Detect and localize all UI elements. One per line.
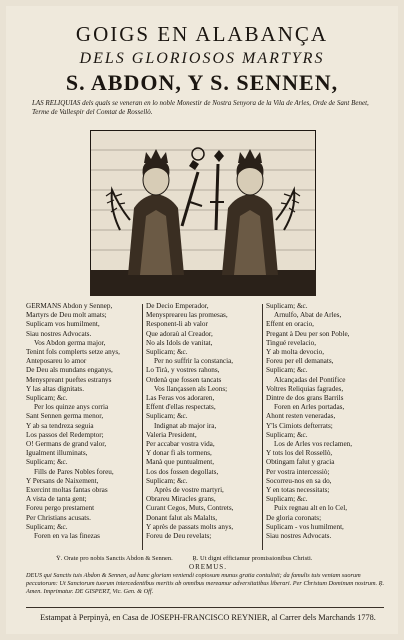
verse-line: Tenint fols complerts setze anys, bbox=[26, 348, 120, 357]
verse-column-1 bbox=[26, 302, 144, 552]
verse-line: Suplicam; &c. bbox=[26, 458, 68, 467]
verse-line: Y en totas necessitats; bbox=[266, 486, 330, 495]
verse-line: Suplicam; &c. bbox=[266, 302, 308, 310]
verse-line: Martyrs de Deu molt amats; bbox=[26, 311, 107, 320]
verse-line: Donant falut als Malalts, bbox=[146, 513, 218, 522]
verse-line: Indignat ab major ira, bbox=[154, 421, 217, 430]
verse-line: Foren en Arles portadas, bbox=[274, 403, 345, 412]
verse-line: Puix regnau alt en lo Cel, bbox=[274, 504, 348, 513]
verse-line: Y'ls Cimiots defterrats; bbox=[266, 421, 333, 430]
oremus-heading: OREMUS. bbox=[189, 563, 227, 571]
verse-line: Per no suffrir la constancia, bbox=[154, 357, 234, 366]
verse-line: Suplicam; &c. bbox=[266, 366, 308, 375]
title-line-3: S. ABDON, Y S. SENNEN, bbox=[65, 70, 339, 95]
woodcut-martyrs-illustration bbox=[90, 130, 316, 296]
verse-column-2 bbox=[146, 302, 264, 552]
verse-line: Responent-li ab valor bbox=[146, 320, 208, 329]
verse-line: Fills de Pares Nobles foreu, bbox=[34, 467, 114, 476]
verse-line: Lo Tirà, y vostres rahons, bbox=[146, 366, 220, 375]
verse-line: Suplicam; &c. bbox=[266, 495, 308, 504]
verse-line: Per los quinze anys corria bbox=[34, 403, 109, 412]
verse-line: Exercint moltas fantas obras bbox=[26, 486, 108, 495]
verse-line: Manà que puntualment, bbox=[146, 458, 215, 467]
verse-line: Obtingam falut y gracia bbox=[266, 458, 335, 467]
verse-line: Pregant à Deu per son Poble, bbox=[266, 329, 350, 338]
verse-line: Voltres Reliquias fagrades, bbox=[266, 384, 344, 393]
divider-rule bbox=[26, 607, 384, 608]
broadside-sheet bbox=[6, 6, 398, 634]
verse-line: Siau nostres Advocats. bbox=[26, 329, 92, 338]
verse-line: Curant Cegos, Muts, Contrets, bbox=[146, 504, 234, 513]
verse-line: Suplicam; &c. bbox=[26, 522, 68, 531]
verse-column-3 bbox=[266, 302, 386, 552]
verse-line: Y donar fi als tormens, bbox=[146, 449, 212, 458]
verse-line: Tingué revelacio, bbox=[266, 338, 317, 347]
verse-line: Suplicam vos humilment, bbox=[26, 320, 100, 329]
versicle-text: Ÿ. Orate pro nobis Sanctis Abdon & Sennen. bbox=[56, 555, 173, 562]
verse-line: Que adoraù al Creador, bbox=[146, 329, 213, 338]
verse-line: GERMANS Abdon y Sennep, bbox=[26, 302, 113, 310]
verse-line: Menyspreant pueftes estranys bbox=[26, 375, 112, 384]
verse-line: Y Persans de Naixement, bbox=[26, 476, 99, 485]
verse-line: Per Christians acusats. bbox=[26, 513, 91, 522]
verse-line: Après de vostre martyri, bbox=[154, 486, 224, 495]
verse-line: Per vostra intercessiò; bbox=[266, 467, 330, 476]
verse-line: Los de Arles vos reclamen, bbox=[274, 440, 353, 449]
verse-line: Suplicam; &c. bbox=[146, 476, 188, 485]
verse-line: Foreu de Deu revelats; bbox=[146, 532, 212, 541]
verse-line: Sant Sennen germa menor, bbox=[26, 412, 104, 421]
verse-line: Y ab sa tendreza seguia bbox=[26, 421, 94, 430]
verse-line: De Deu als mundans enganys, bbox=[26, 366, 113, 375]
verse-line: Igualment illuminats, bbox=[26, 449, 88, 458]
verse-line: Y après de passats molts anys, bbox=[146, 522, 234, 531]
intro-text: LAS RELIQUIAS dels quals se veneran en lo noble Monestir de Nostra Senyora de la Vila de Arles, Orde de Sant Benet, Terme de Vallespir del Comtat de Rossellò. bbox=[32, 99, 369, 116]
title-line-1: GOIGS EN ALABANÇA bbox=[75, 22, 329, 46]
verse-line: Siau nostres Advocats. bbox=[266, 532, 332, 541]
verse-line: Los passos del Redemptor; bbox=[26, 430, 104, 439]
verse-line: De Decio Emperador, bbox=[146, 302, 209, 310]
verse-line: No als Idols de vanitat, bbox=[146, 338, 213, 347]
verse-line: Foreu pergo prestament bbox=[26, 504, 95, 513]
verse-line: Y las altas dignitats. bbox=[26, 384, 85, 393]
verse-line: De gloria coronats; bbox=[266, 513, 322, 522]
printer-imprint: Estampat à Perpinyà, en Casa de JOSEPH-FRANCISCO REYNIER, al Carrer dels Marchands 1778. bbox=[40, 613, 376, 622]
verses-columns bbox=[26, 302, 384, 552]
verse-line: Y ab molta devocio, bbox=[266, 348, 325, 357]
verse-line: Suplicam; &c. bbox=[266, 430, 308, 439]
verse-line: O! Germans de grand valor, bbox=[26, 440, 107, 449]
verse-line: Dintre de dos grans Barrils bbox=[266, 394, 344, 403]
verse-line: Effent en oracio, bbox=[266, 320, 314, 329]
title-line-2: DELS GLORIOSOS MARTYRS bbox=[79, 50, 325, 67]
verse-line: Los dos fossen degollats, bbox=[146, 467, 219, 476]
verse-line: Effent d'ellas respectats, bbox=[146, 403, 216, 412]
verse-line: Ordenà que fossen tancats bbox=[146, 375, 222, 384]
verse-line: Suplicam; &c. bbox=[146, 348, 188, 357]
verse-line: Suplicam - vos humilment, bbox=[266, 522, 344, 531]
prayer-text: DEUS qui Sanctis tuis Abdon & Sennen, ad hanc gloriam veniendi copiosum munus gratia contulisti; da famulis tuis veniam suorum peccatorum: Ut Sanctorum tuorum intercedentibus meritis ab omnibus mereamur adversitatibus liberari. Per Christum Dominum nostrum. Ŗ. Amen. Imprimatur. DE GISPERT, Vic. Gen. & Off. bbox=[26, 572, 385, 595]
verse-line: Foren en va las finezas bbox=[34, 532, 100, 541]
verse-line: Arnulfo, Abat de Arles, bbox=[274, 311, 342, 320]
verse-line: Vos llançassen als Leons; bbox=[154, 384, 228, 393]
verse-line: A vista de tanta gent; bbox=[26, 495, 87, 504]
verse-line: Per accabar vostra vida, bbox=[146, 440, 215, 449]
verse-line: Ahont resten veneradas, bbox=[266, 412, 336, 421]
verse-line: Las Feras vos adoraren, bbox=[146, 394, 215, 403]
verse-line: Obrareu Miracles grans, bbox=[146, 495, 216, 504]
verse-line: Socorreu-nos en sa do, bbox=[266, 476, 332, 485]
response-text: Ŗ. Ut digni efficiamur promissionibus Christi. bbox=[192, 555, 313, 562]
versicle-response bbox=[26, 555, 384, 563]
verse-line: Menyspreareu las promesas, bbox=[146, 311, 228, 320]
verse-line: Y tots los del Rossellò, bbox=[266, 449, 333, 458]
verse-line: Alcançadas del Pontifice bbox=[274, 375, 346, 384]
verse-line: Vos Abdon germa major, bbox=[34, 338, 106, 347]
verse-line: Foreu per ell demanats, bbox=[266, 357, 334, 366]
verse-line: Valeria President, bbox=[146, 430, 197, 439]
verse-line: Suplicam; &c. bbox=[146, 412, 188, 421]
verse-line: Anteposareu lo amor bbox=[26, 357, 87, 366]
verse-line: Suplicam; &c. bbox=[26, 394, 68, 403]
